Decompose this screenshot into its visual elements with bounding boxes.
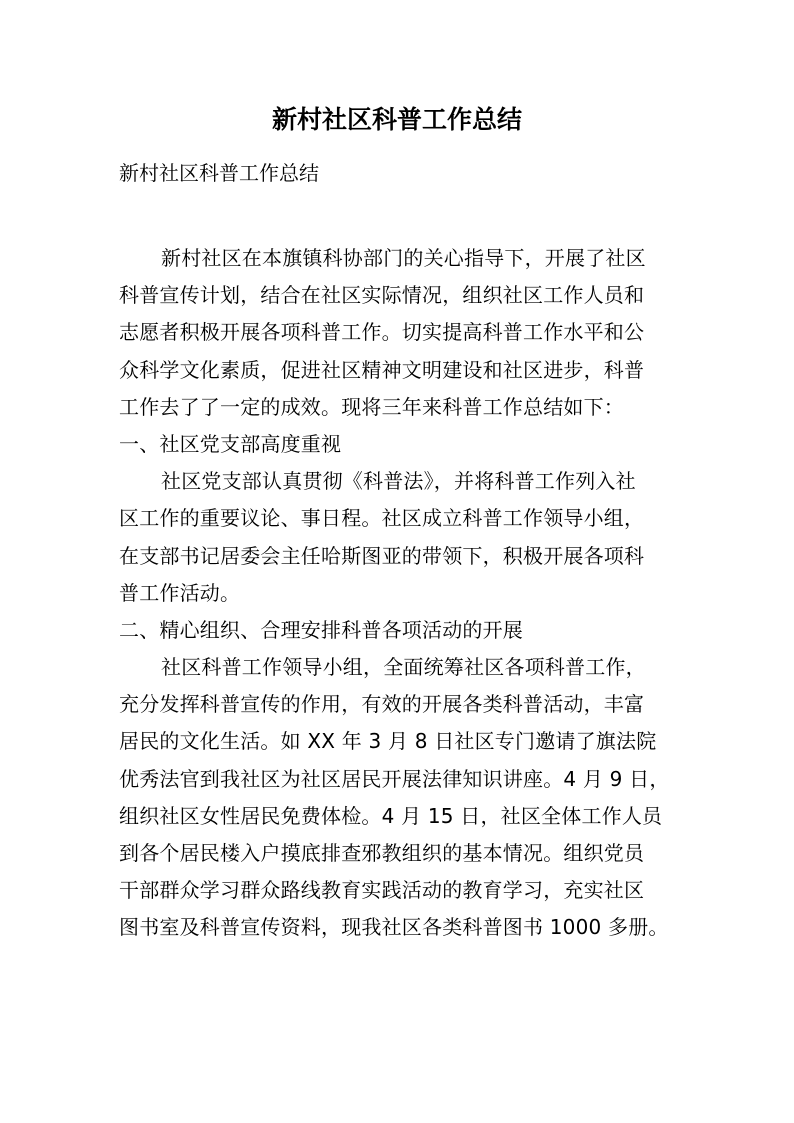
document-body bbox=[119, 240, 679, 947]
paragraph-line: 图书室及科普宣传资料，现我社区各类科普图书 1000 多册。 bbox=[119, 915, 669, 940]
paragraph-line: 社区党支部认真贯彻《科普法》，并将科普工作列入社 bbox=[161, 469, 636, 494]
paragraph-line: 优秀法官到我社区为社区居民开展法律知识讲座。4 月 9 日， bbox=[119, 766, 670, 791]
section-heading-1: 一、社区党支部高度重视 bbox=[119, 431, 342, 456]
document-subtitle: 新村社区科普工作总结 bbox=[119, 161, 319, 185]
paragraph-line: 在支部书记居委会主任哈斯图亚的带领下，积极开展各项科 bbox=[119, 543, 645, 568]
paragraph-line: 到各个居民楼入户摸底排查邪教组织的基本情况。组织党员 bbox=[119, 841, 645, 865]
paragraph-line: 新村社区在本旗镇科协部门的关心指导下，开展了社区 bbox=[161, 246, 646, 270]
document-title: 新村社区科普工作总结 bbox=[271, 105, 522, 134]
paragraph-line: 社区科普工作领导小组，全面统筹社区各项科普工作， bbox=[161, 655, 646, 680]
paragraph-line: 干部群众学习群众路线教育实践活动的教育学习，充实社区 bbox=[119, 878, 645, 903]
paragraph-line: 区工作的重要议论、事日程。社区成立科普工作领导小组， bbox=[119, 506, 645, 531]
paragraph-line: 普工作活动。 bbox=[119, 580, 241, 605]
paragraph-line: 工作去了了一定的成效。现将三年来科普工作总结如下： bbox=[119, 394, 624, 419]
section-heading-2: 二、精心组织、合理安排科普各项活动的开展 bbox=[119, 617, 523, 642]
paragraph-line: 科普宣传计划，结合在社区实际情况，组织社区工作人员和 bbox=[119, 283, 645, 308]
paragraph-line: 众科学文化素质，促进社区精神文明建设和社区进步，科普 bbox=[119, 357, 645, 382]
paragraph-line: 志愿者积极开展各项科普工作。切实提高科普工作水平和公 bbox=[119, 320, 645, 345]
paragraph-line: 居民的文化生活。如 XX 年 3 月 8 日社区专门邀请了旗法院 bbox=[119, 729, 657, 754]
paragraph-line: 组织社区女性居民免费体检。4 月 15 日，社区全体工作人员 bbox=[119, 803, 663, 828]
paragraph-line: 充分发挥科普宣传的作用，有效的开展各类科普活动，丰富 bbox=[119, 692, 645, 717]
